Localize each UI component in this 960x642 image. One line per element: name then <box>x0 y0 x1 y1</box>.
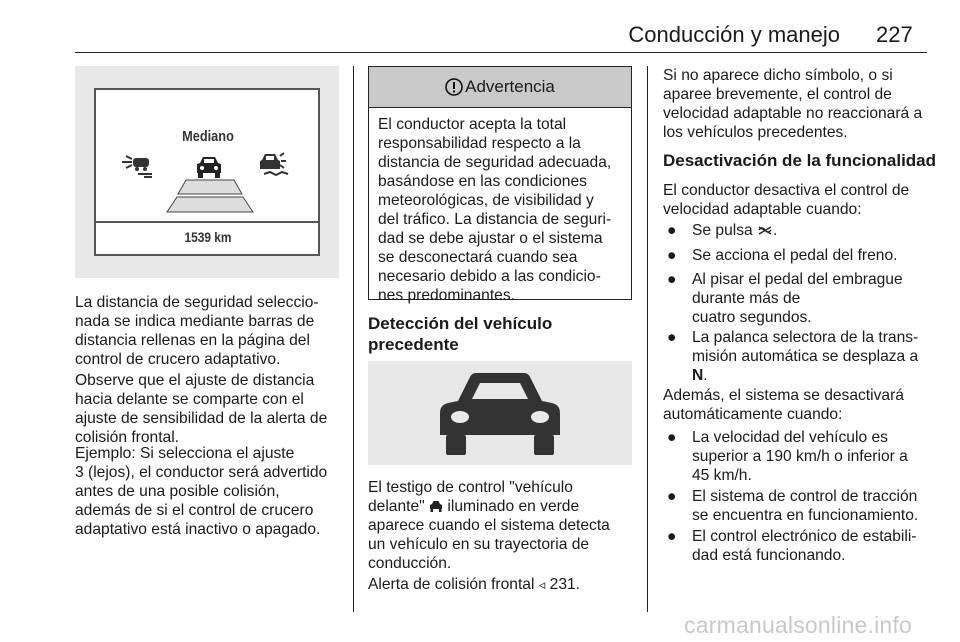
vehicle-ahead-inline-icon <box>429 500 443 512</box>
warning-box <box>368 66 632 304</box>
crossref-text: Alerta de colisión frontal <box>368 576 535 593</box>
section-heading-deactivation: Desactivación de la funcionalidad <box>663 151 937 170</box>
page-number: 227 <box>876 22 913 47</box>
col1-paragraph-2: Observe que el ajuste de distancia hacia delante se comparte con el ajuste de sensibilidad de la alerta de colisión frontal. <box>75 372 328 446</box>
cancel-cruise-icon <box>757 224 773 236</box>
vehicle-ahead-icon <box>194 154 224 180</box>
col3-paragraph-1: Si no aparece dicho símbolo, o si aparee brevemente, el control de velocidad adaptable no reaccionará a los vehículos precedentes. <box>663 67 923 141</box>
watermark: carmanualsonline.info <box>684 612 912 638</box>
column-divider-2 <box>647 66 648 612</box>
collision-alert-icon <box>258 150 294 180</box>
column-divider-1 <box>353 66 354 612</box>
section-title: Conducción y manejo <box>628 22 840 47</box>
warning-title: Advertencia <box>465 77 555 96</box>
col1-paragraph-3: Ejemplo: Si selecciona el ajuste 3 (lejos), el conductor será advertido antes de una posible colisión, además de si el control de crucero adaptativo está inactivo o apagado. <box>75 445 328 538</box>
odometer-value: 1539 km <box>184 229 232 245</box>
display-rule <box>96 221 320 223</box>
warning-header <box>369 67 631 108</box>
col3-paragraph-3: Además, el sistema se desactivará automáticamente cuando: <box>663 387 904 423</box>
col3-paragraph-2: El conductor desactiva el control de velocidad adaptable cuando: <box>663 182 910 218</box>
col2-paragraph-2 <box>368 575 580 594</box>
cruise-gap-display-figure <box>75 66 339 278</box>
page-ref-icon: ◃ <box>538 577 546 592</box>
warning-text: El conductor acepta la total responsabilidad respecto a la distancia de seguridad adecuada, basándose en las condiciones meteorológicas, de visibilidad y del tráfico. La distancia de seguri- dad se debe ajustar o el sistema se desconectará cuando sea necesario debido a las condicio- nes predominantes. <box>378 116 612 304</box>
header-rule <box>75 52 927 53</box>
distance-bars <box>158 178 262 218</box>
gap-mode-label: Mediano <box>182 128 234 145</box>
warning-icon <box>445 78 463 96</box>
section-heading-vehicle-detection: Detección del vehículo precedente <box>368 314 553 354</box>
col1-paragraph-1: La distancia de seguridad seleccio- nada se indica mediante barras de distancia rellenas en la página del control de crucero adaptativo. <box>75 294 319 368</box>
col2-paragraph-1: El testigo de control "vehículo delante" iluminado en verde aparece cuando el sistema detecta un vehículo en su trayectoria de conducción. <box>368 479 610 572</box>
vehicle-ahead-indicator-figure <box>368 361 632 465</box>
vehicle-ahead-large-icon <box>436 371 564 457</box>
instrument-display <box>94 88 320 256</box>
cruise-sensitivity-icon <box>118 148 158 180</box>
crossref-page[interactable]: 231. <box>549 576 581 593</box>
